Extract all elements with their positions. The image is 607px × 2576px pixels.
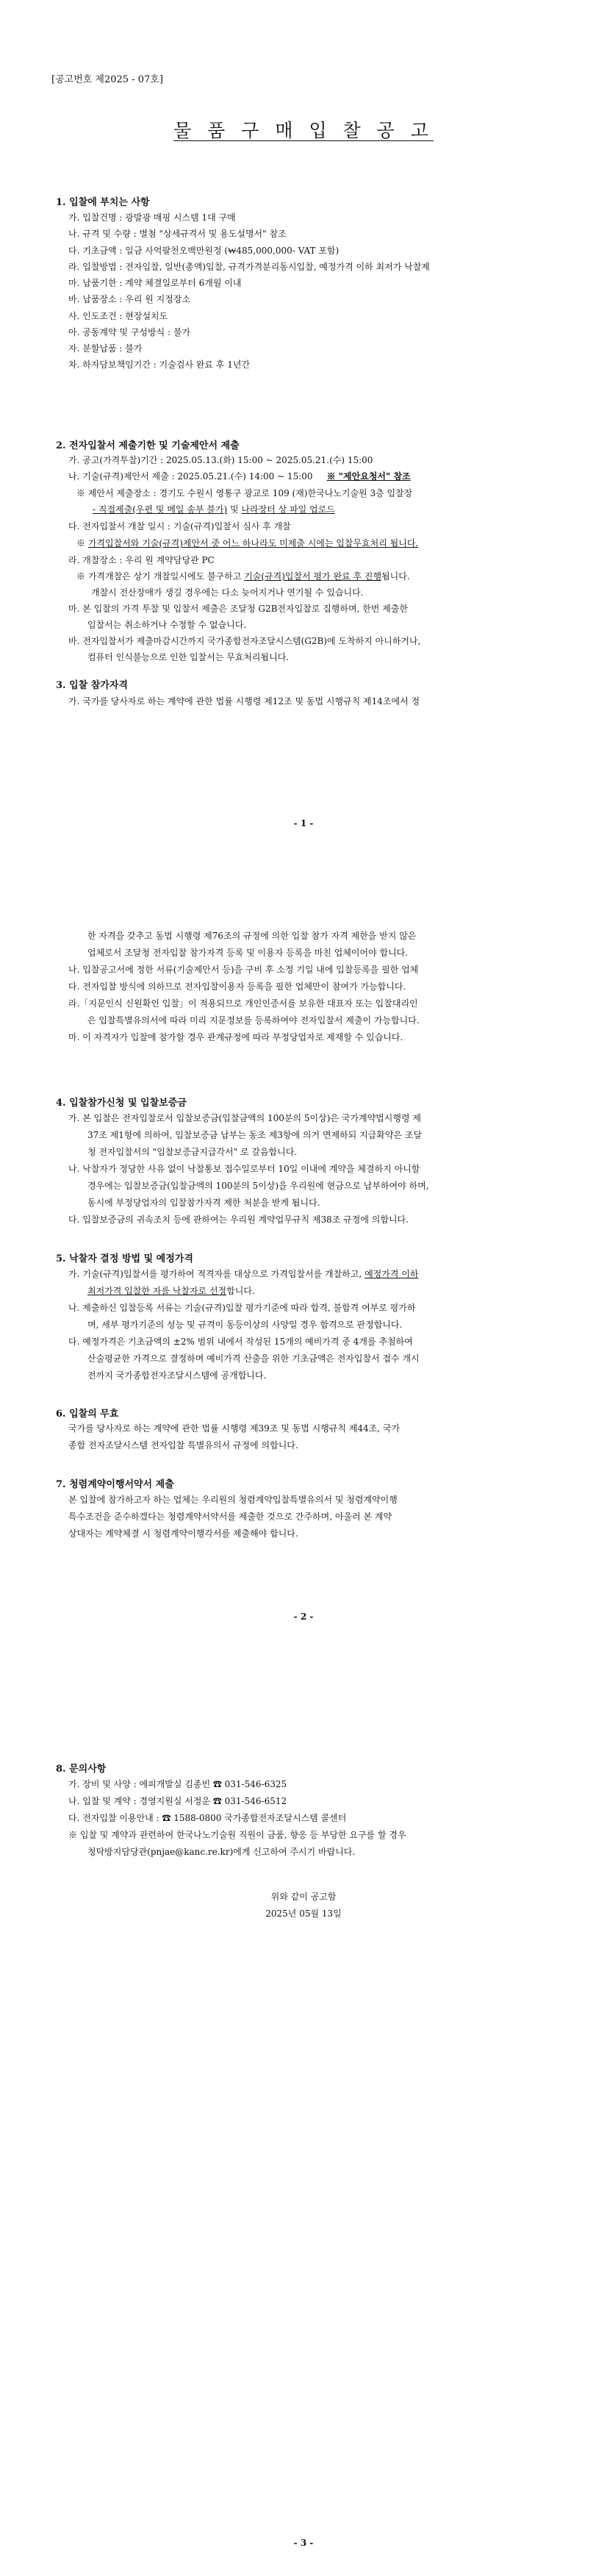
section-1-item: 자. 분할납품 : 불가 xyxy=(68,343,143,354)
s2-note-place: ※ 제안서 제출장소 : 경기도 수원시 영통구 광교로 109 (재)한국나노기술원 3층 입찰장 xyxy=(76,488,413,498)
closing-statement: 위와 같이 공고함 xyxy=(270,1892,337,1902)
s3-fingerprint-cont: 은 입찰특별유의서에 따라 미리 지문정보를 등록하여야 전자입찰서 제출이 가능합니다. xyxy=(87,1015,420,1026)
s2-note-invalid: ※ 가격입찰서와 기술(규격)제안서 중 어느 하나라도 미제출 시에는 입찰무효처리 됩니다. xyxy=(76,538,419,548)
s4-forfeit: 다. 입찰보증금의 귀속조치 등에 관하여는 우리원 계약업무규칙 제38조 규정에 의합니다. xyxy=(68,1214,409,1225)
section-1-item: 가. 입찰건명 : 광발광 매핑 시스템 1대 구매 xyxy=(68,212,236,223)
s8-note-cont: 청탁방지담당관(pnjae@kanc.re.kr)에게 신고하여 주시기 바랍니다. xyxy=(87,1847,356,1857)
s3-sanction: 마. 이 자격자가 입찰에 참가할 경우 관계규정에 따라 부정당업자로 제재할 수 있습니다. xyxy=(68,1032,403,1042)
section-1-item: 마. 납품기한 : 계약 체결일로부터 6개월 이내 xyxy=(68,278,242,288)
s3-qualification-cont2: 업체로서 조달청 전자입찰 참가자격 등록 및 이용자 등록을 마친 업체이어야 합니다. xyxy=(87,948,409,958)
s2-deadline: 바. 전자입찰서가 제출마감시간까지 국가종합전자조달시스템(G2B)에 도착하지 아니하거나, xyxy=(68,636,421,646)
section-1-item: 다. 기초금액 : 일금 사억팔천오백만원정 (₩485,000,000- VAT 포함) xyxy=(68,246,340,256)
s4-contract: 나. 낙찰자가 정당한 사유 없이 낙찰통보 접수일로부터 10일 이내에 계약을 체결하지 아니할 xyxy=(68,1164,420,1174)
s2-opening-place: 라. 개찰장소 : 우리 원 계약담당관 PC xyxy=(68,555,215,565)
s2-note-delay: 개찰시 전산장애가 생길 경우에는 다소 늦어지거나 연기될 수 있습니다. xyxy=(91,587,364,598)
s5-estimated-price-cont2: 전까지 국가종합전자조달시스템에 공개합니다. xyxy=(87,1370,267,1381)
s5-evaluation: 나. 제출하신 입찰등록 서류는 기술(규격)입찰 평가기준에 따라 합격, 불합격 여부로 평가하 xyxy=(68,1303,416,1313)
s5-winner: 가. 기술(규격)입찰서를 평가하여 적격자를 대상으로 가격입찰서를 개찰하고, 예정가격 이하 xyxy=(68,1269,419,1279)
section-3-title: 3. 입찰 참가자격 xyxy=(56,680,128,691)
s2-proposal: 나. 기술(규격)제안서 제출 : 2025.05.21.(수) 14:00 ~ 15:00 ※ "제안요청서" 참조 xyxy=(68,471,411,482)
s2-opening: 다. 전자입찰서 개찰 일시 : 기술(규격)입찰서 심사 후 개찰 xyxy=(68,521,291,532)
s5-winner-cont: 최저가격 입찰한 자를 낙찰자로 선정합니다. xyxy=(87,1286,255,1296)
s5-estimated-price-cont1: 산술평균한 가격으로 결정하며 예비가격 산출을 위한 기초금액은 전자입찰서 접수 개시 xyxy=(87,1353,420,1364)
s2-period: 가. 공고(가격투찰)기간 : 2025.05.13.(화) 15:00 ~ 2025.05.21.(수) 15:00 xyxy=(68,455,373,465)
s8-callcenter: 다. 전자입찰 이용안내 : ☎ 1588-0800 국가종합전자조달시스템 콜센터 xyxy=(68,1813,347,1823)
page-title: 물 품 구 매 입 찰 공 고 xyxy=(173,120,434,141)
section-1-item: 나. 규격 및 수량 : 별첨 "상세규격서 및 용도설명서" 참조 xyxy=(68,229,287,239)
s8-contract-contact: 나. 입찰 및 계약 : 경영지원실 서정운 ☎ 031-546-6512 xyxy=(68,1796,287,1806)
section-1-item: 아. 공동계약 및 구성방식 : 불가 xyxy=(68,327,191,337)
s2-g2b-cont: 입찰서는 취소하거나 수정할 수 없습니다. xyxy=(87,620,247,630)
s7-text-cont1: 특수조건을 준수하겠다는 청렴계약서약서를 제출한 것으로 간주하며, 아울러 본 계약 xyxy=(68,1511,392,1522)
s4-deposit-cont2: 청 전자입찰서의 "입찰보증금지급각서" 로 갈음합니다. xyxy=(87,1147,298,1157)
s6-text-cont: 종합 전자조달시스템 전자입찰 특별유의서 규정에 의합니다. xyxy=(68,1440,298,1450)
s2-note-submit: - 직접제출(우편 및 메일 송부 불가) 및 나라장터 상 파일 업로드 xyxy=(93,504,335,515)
s3-qualification-cont1: 한 자격을 갖추고 동법 시행령 제76조의 규정에 의한 입찰 참가 자격 제한을 받지 않은 xyxy=(87,931,417,941)
s7-text: 본 입찰에 참가하고자 하는 업체는 우리원의 청렴계약입찰특별유의서 및 청렴계약이행 xyxy=(68,1495,398,1505)
section-8-title: 8. 문의사항 xyxy=(56,1764,107,1775)
notice-date: 2025년 05월 13일 xyxy=(265,1908,342,1919)
section-7-title: 7. 청렴계약이행서약서 제출 xyxy=(56,1479,174,1490)
s3-qualification: 가. 국가를 당사자로 하는 계약에 관한 법률 시행령 제12조 및 동법 시행규칙 제14조에서 정 xyxy=(68,696,420,706)
page-number-2: - 2 - xyxy=(293,1611,314,1622)
s3-registration: 나. 입찰공고서에 정한 서류(기술제안서 등)을 구비 후 소정 기일 내에 입찰등록을 필한 업체 xyxy=(68,965,419,975)
s6-text: 국가를 당사자로 하는 계약에 관한 법률 시행령 제39조 및 동법 시행규칙 제44조, 국가 xyxy=(68,1423,401,1434)
s4-deposit: 가. 본 입찰은 전자입찰로서 입찰보증금(입찰금액의 100분의 5이상)은 국가계약법시행령 제 xyxy=(68,1113,421,1123)
page-number-1: - 1 - xyxy=(293,818,314,829)
s2-g2b: 마. 본 입찰의 가격 투찰 및 입찰서 제출은 조달청 G2B전자입찰로 집행하며, 한번 제출한 xyxy=(68,604,408,614)
s7-text-cont2: 상대자는 계약체결 시 청렴계약이행각서를 제출해야 합니다. xyxy=(68,1528,298,1539)
section-1-item: 라. 입찰방법 : 전자입찰, 일반(총액)입찰, 규격가격분리동시입찰, 예정가격 이하 최저가 낙찰제 xyxy=(68,262,430,272)
notice-number: [공고번호 제2025 - 07호] xyxy=(51,74,163,85)
section-1-title: 1. 입찰에 부치는 사항 xyxy=(56,197,150,208)
s4-deposit-cont1: 37조 제1항에 의하여, 입찰보증금 납부는 동조 제3항에 의거 면제하되 지급확약은 조달 xyxy=(87,1130,423,1140)
section-4-title: 4. 입찰참가신청 및 입찰보증금 xyxy=(56,1098,187,1109)
section-6-title: 6. 입찰의 무효 xyxy=(56,1409,119,1420)
s4-contract-cont1: 경우에는 입찰보증금(입찰금액의 100분의 5이상)을 우리원에 현금으로 납부하여야 하며, xyxy=(87,1181,429,1191)
page-number-3: - 3 - xyxy=(293,2538,314,2548)
s5-evaluation-cont: 며, 세부 평가기준의 성능 및 규격이 동등이상의 사양일 경우 합격으로 판정합니다. xyxy=(87,1320,403,1330)
s8-note: ※ 입찰 및 계약과 관련하여 한국나노기술원 직원이 금품, 향응 등 부당한 요구를 할 경우 xyxy=(68,1830,406,1840)
section-1-item: 바. 납품장소 : 우리 원 지정장소 xyxy=(68,294,191,304)
s3-e-bid: 다. 전자입찰 방식에 의하므로 전자입찰이용자 등록을 필한 업체만이 참여가 가능합니다. xyxy=(68,981,406,992)
section-5-title: 5. 낙찰자 결정 방법 및 예정가격 xyxy=(56,1253,193,1264)
section-1-item: 사. 인도조건 : 현장설치도 xyxy=(68,311,168,321)
s2-note-price: ※ 가격개찰은 상기 개찰일시에도 불구하고 기술(규격)입찰서 평가 완료 후 진행됩니다. xyxy=(76,571,410,582)
section-1-item: 차. 하자담보책임기간 : 기술검사 완료 후 1년간 xyxy=(68,359,251,370)
section-2-title: 2. 전자입찰서 제출기한 및 기술제안서 제출 xyxy=(56,440,240,451)
s8-equipment-contact: 가. 장비 및 사양 : 에피개발실 김종빈 ☎ 031-546-6325 xyxy=(68,1779,287,1789)
s3-fingerprint: 라.「지문인식 신원확인 입찰」이 적용되므로 개인인증서를 보유한 대표자 또는 입찰대리인 xyxy=(68,998,418,1009)
s4-contract-cont2: 동시에 부정당업자의 입찰참가자격 제한 처분을 받게 됩니다. xyxy=(87,1198,320,1208)
s5-estimated-price: 다. 예정가격은 기초금액의 ±2% 범위 내에서 작성된 15개의 예비가격 중 4개를 추첨하여 xyxy=(68,1337,413,1347)
s2-deadline-cont: 컴퓨터 인식불능으로 인한 입찰서는 무효처리됩니다. xyxy=(87,652,290,662)
